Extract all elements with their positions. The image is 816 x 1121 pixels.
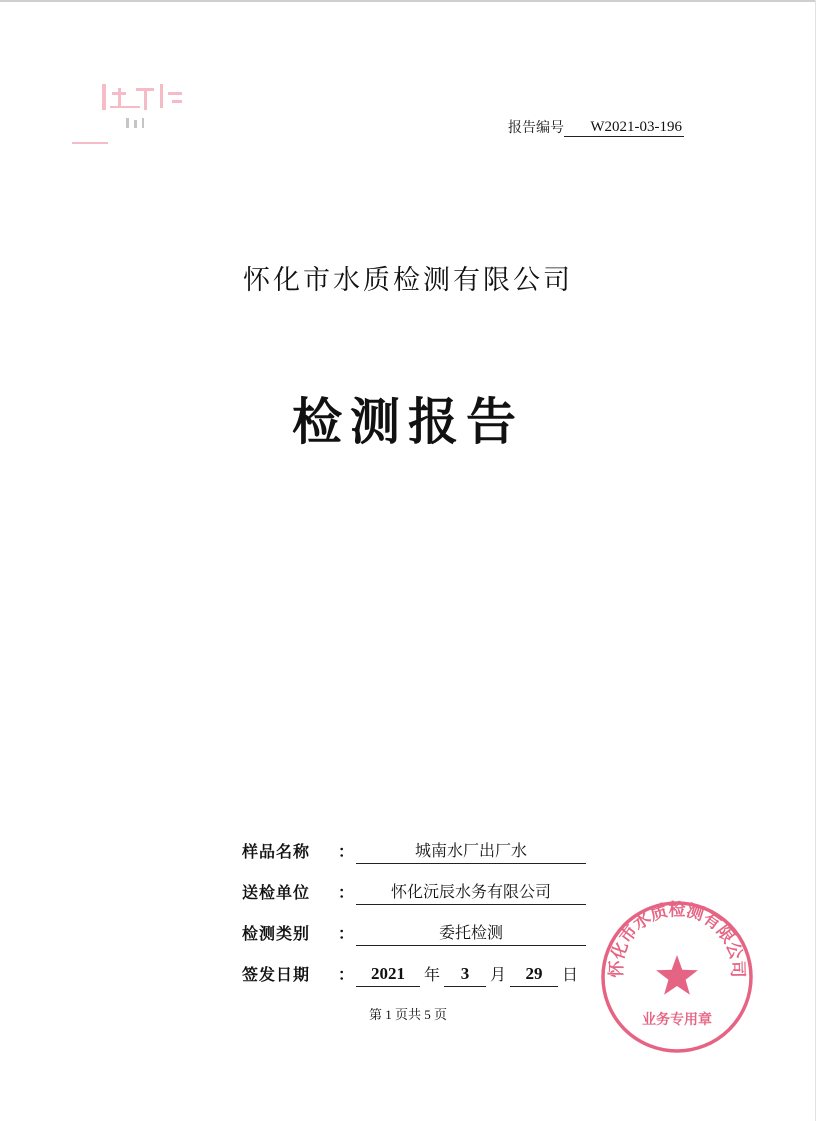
field-issue-date	[242, 946, 586, 987]
field-value: 城南水厂出厂水	[356, 838, 586, 864]
issue-month-unit: 月	[490, 965, 507, 984]
field-colon: ：	[338, 924, 355, 943]
field-label: 送检单位	[242, 883, 311, 902]
field-label: 样品名称	[242, 842, 311, 861]
issue-year-unit: 年	[424, 965, 441, 984]
official-seal	[597, 897, 757, 1057]
company-name: 怀化市水质检测有限公司	[243, 265, 573, 296]
seal-star-icon	[656, 955, 698, 995]
seal-subtext: 业务专用章	[642, 1012, 712, 1028]
report-number-label: 报告编号	[508, 120, 564, 136]
field-colon: ：	[338, 842, 355, 861]
faint-stamp-mark	[60, 62, 210, 152]
issue-month: 3	[444, 964, 486, 987]
field-submitting-unit	[242, 864, 586, 905]
report-number	[508, 117, 684, 137]
field-label: 签发日期	[242, 965, 311, 984]
report-title: 检测报告	[292, 393, 524, 451]
field-test-category	[242, 905, 586, 946]
field-colon: ：	[338, 883, 355, 902]
field-sample-name	[242, 823, 586, 864]
report-number-value: W2021-03-196	[564, 119, 684, 137]
issue-year: 2021	[356, 964, 420, 987]
scan-top-edge	[0, 0, 816, 2]
seal-company-text: 怀化市水质检测有限公司	[606, 900, 748, 978]
field-value: 怀化沅辰水务有限公司	[356, 879, 586, 905]
issue-day: 29	[510, 964, 558, 987]
field-colon: ：	[338, 965, 355, 984]
field-value: 委托检测	[356, 920, 586, 946]
report-info-fields	[242, 823, 586, 987]
field-label: 检测类别	[242, 924, 311, 943]
issue-day-unit: 日	[562, 965, 579, 984]
page-number: 第 1 页共 5 页	[368, 1007, 447, 1022]
